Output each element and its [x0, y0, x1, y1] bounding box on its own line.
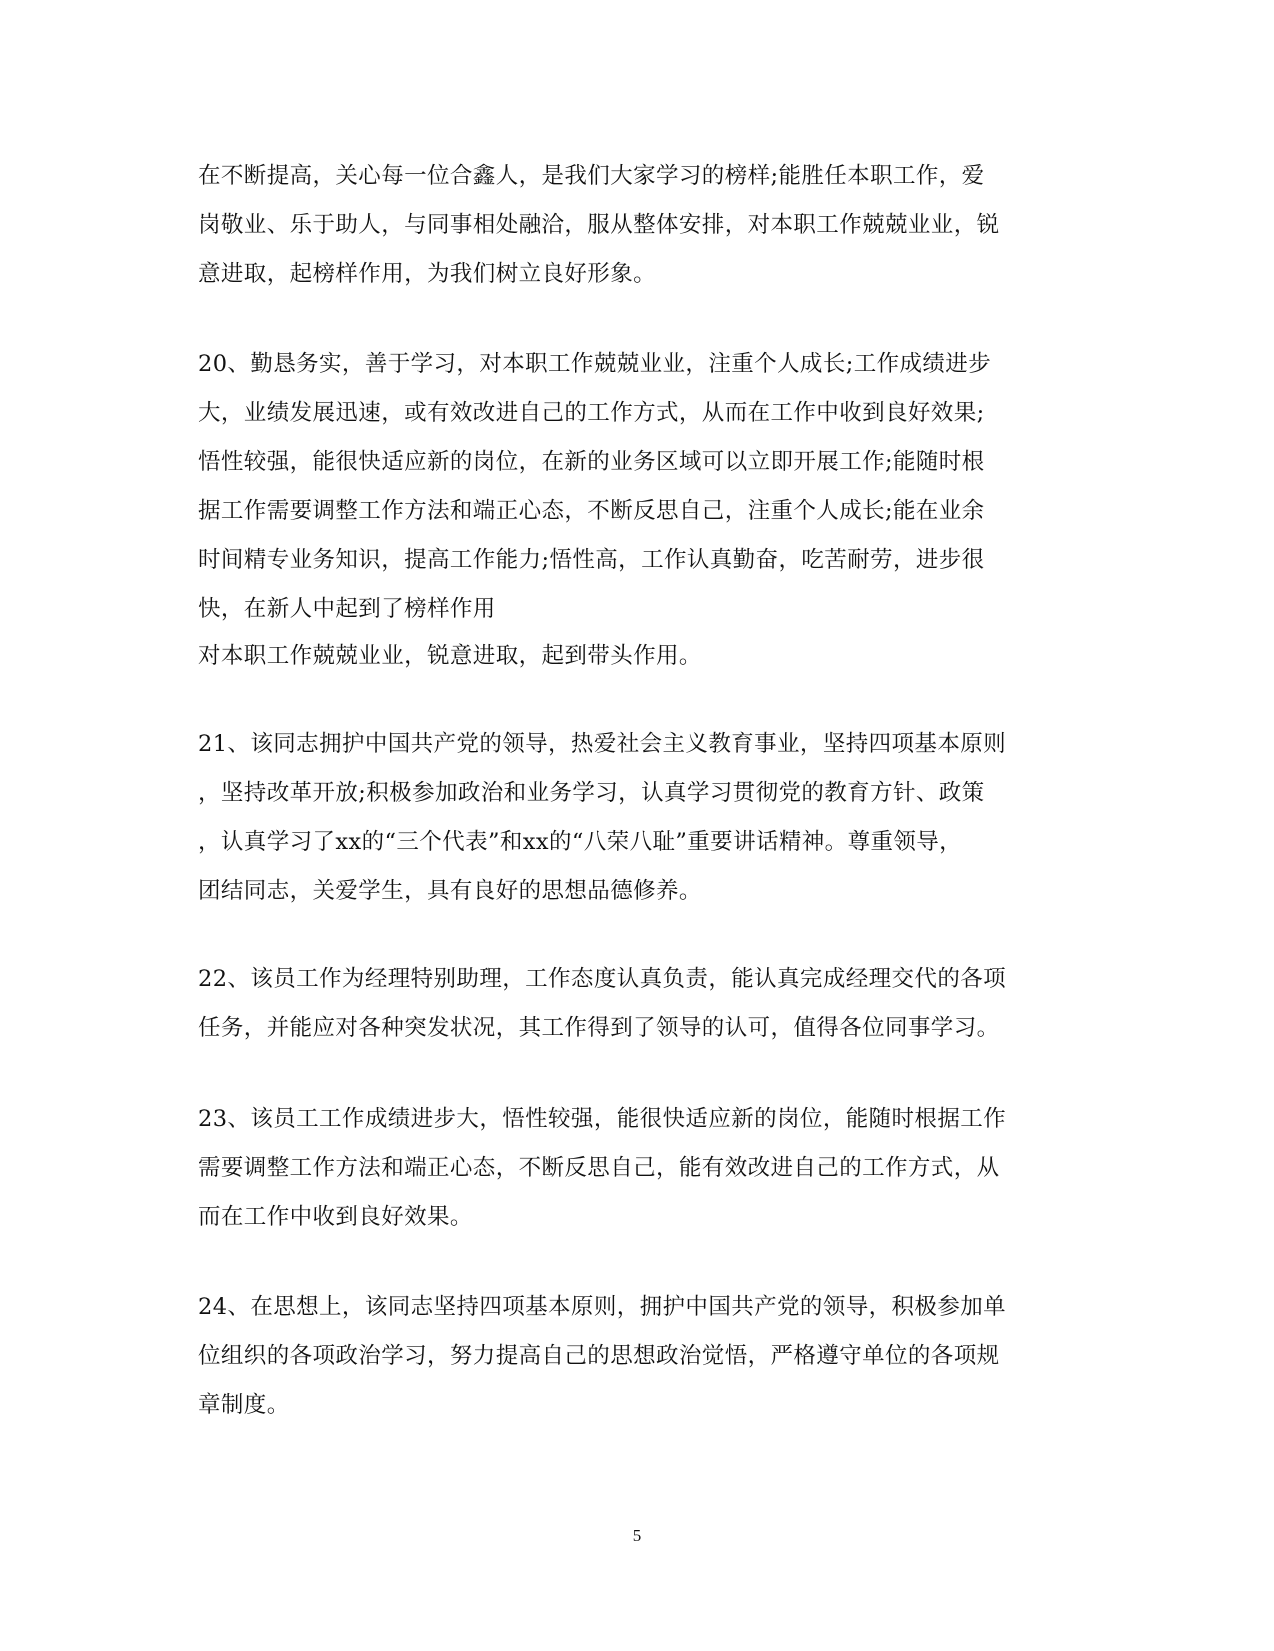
text-line: 意进取，起榜样作用，为我们树立良好形象。: [198, 261, 657, 287]
text-line: 任务，并能应对各种突发状况，其工作得到了领导的认可，值得各位同事学习。: [198, 1015, 1000, 1041]
text-line: 对本职工作兢兢业业，锐意进取，起到带头作用。: [198, 643, 702, 669]
page-number: 5: [632, 1526, 642, 1545]
paragraph-item-23: [198, 1095, 1078, 1242]
text-line: 在不断提高，关心每一位合鑫人，是我们大家学习的榜样;能胜任本职工作，爱: [198, 163, 985, 189]
text-line: 位组织的各项政治学习，努力提高自己的思想政治觉悟，严格遵守单位的各项规: [198, 1343, 1000, 1369]
text-line: 岗敬业、乐于助人，与同事相处融洽，服从整体安排，对本职工作兢兢业业，锐: [198, 212, 1000, 238]
text-line: 20、勤恳务实，善于学习，对本职工作兢兢业业，注重个人成长;工作成绩进步: [198, 351, 992, 377]
text-line: 大，业绩发展迅速，或有效改进自己的工作方式，从而在工作中收到良好效果;: [198, 400, 985, 426]
text-line: 悟性较强，能很快适应新的岗位，在新的业务区域可以立即开展工作;能随时根: [198, 449, 985, 475]
text-line: 章制度。: [198, 1392, 290, 1418]
text-line: ，认真学习了xx的“三个代表”和xx的“八荣八耻”重要讲话精神。尊重领导，: [198, 829, 963, 855]
text-line: 21、该同志拥护中国共产党的领导，热爱社会主义教育事业，坚持四项基本原则: [198, 731, 1007, 757]
text-line: 24、在思想上，该同志坚持四项基本原则，拥护中国共产党的领导，积极参加单: [198, 1294, 1007, 1320]
paragraph-item-20: [198, 340, 1078, 679]
paragraph-item-21: [198, 720, 1078, 916]
text-line: 快，在新人中起到了榜样作用: [198, 596, 496, 622]
paragraph-continuation: [198, 152, 1078, 299]
text-line: 需要调整工作方法和端正心态，不断反思自己，能有效改进自己的工作方式，从: [198, 1155, 1000, 1181]
text-line: 而在工作中收到良好效果。: [198, 1204, 473, 1230]
text-line: 团结同志，关爱学生，具有良好的思想品德修养。: [198, 878, 702, 904]
text-line: ，坚持改革开放;积极参加政治和业务学习，认真学习贯彻党的教育方针、政策: [198, 780, 985, 806]
text-line: 23、该员工工作成绩进步大，悟性较强，能很快适应新的岗位，能随时根据工作: [198, 1106, 1007, 1132]
text-line: 据工作需要调整工作方法和端正心态，不断反思自己，注重个人成长;能在业余: [198, 498, 985, 524]
paragraph-item-22: [198, 955, 1078, 1053]
text-line: 时间精专业务知识，提高工作能力;悟性高，工作认真勤奋，吃苦耐劳，进步很: [198, 547, 985, 573]
paragraph-item-24: [198, 1283, 1078, 1430]
text-line: 22、该员工作为经理特别助理，工作态度认真负责，能认真完成经理交代的各项: [198, 966, 1007, 992]
